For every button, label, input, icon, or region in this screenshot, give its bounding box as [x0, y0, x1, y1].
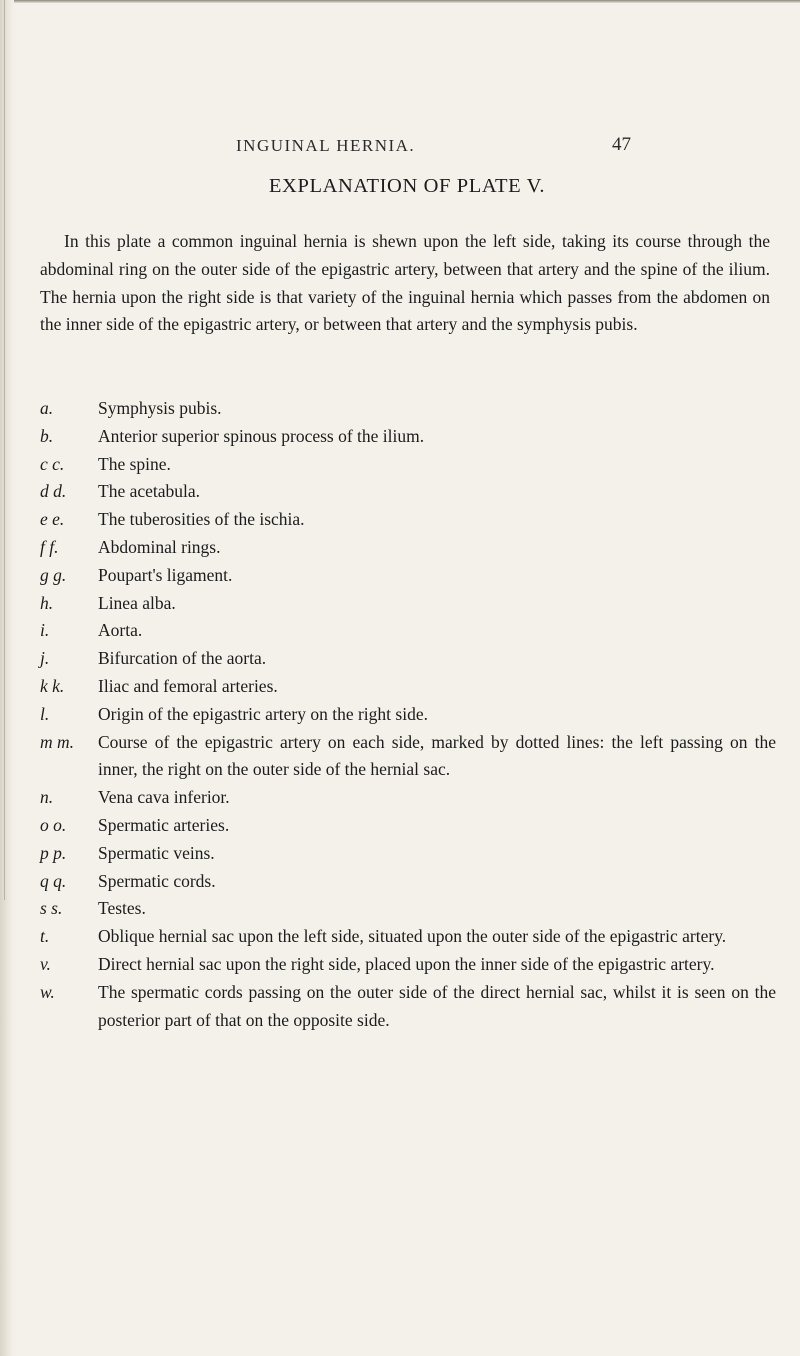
legend-item: [40, 451, 780, 479]
legend-letter: e e.: [40, 509, 65, 530]
legend-description: Spermatic veins.: [98, 842, 215, 863]
legend-item: [40, 701, 780, 729]
legend-item: [40, 784, 780, 812]
legend-description: Linea alba.: [98, 592, 176, 613]
legend-letter: b.: [40, 425, 54, 446]
gutter-line: [4, 0, 5, 900]
legend-description: The tuberosities of the ischia.: [98, 509, 305, 530]
legend-description: The spermatic cords passing on the outer side of the direct hernial sac, whilst it is seen on the posterior part of that on the opposite side.: [98, 981, 776, 1030]
legend-item: [40, 923, 780, 951]
legend-item: [40, 895, 780, 923]
legend-description: Course of the epigastric artery on each side, marked by dotted lines: the left passing on the inner, the right on the outer side of the hernial sac.: [98, 731, 776, 780]
page-title: EXPLANATION OF PLATE V.: [268, 175, 546, 197]
legend-item: [40, 617, 780, 645]
legend-item: [40, 868, 780, 896]
legend-description: Direct hernial sac upon the right side, placed upon the inner side of the epigastric artery.: [98, 953, 715, 974]
legend-item: [40, 979, 780, 1035]
legend-item: [40, 645, 780, 673]
legend-item: [40, 478, 780, 506]
intro-paragraph: In this plate a common inguinal hernia is shewn upon the left side, taking its course through the abdominal ring on the outer side of the epigastric artery, between that artery and the spine of the ilium. The hernia upon the right side is that variety of the inguinal hernia which passes from the abdomen on the inner side of the epigastric artery, or between that artery and the symphysis pubis.: [40, 231, 770, 335]
legend-description: Bifurcation of the aorta.: [98, 648, 267, 669]
legend-description: Oblique hernial sac upon the left side, situated upon the outer side of the epigastric artery.: [98, 926, 727, 947]
page-number: 47: [612, 134, 631, 155]
legend-letter: k k.: [40, 675, 65, 696]
legend-letter: o o.: [40, 814, 67, 835]
page-edge: [0, 0, 14, 1356]
legend-letter: h.: [40, 592, 54, 613]
legend-letter: c c.: [40, 453, 65, 474]
legend-description: Poupart's ligament.: [98, 564, 233, 585]
legend-letter: g g.: [40, 564, 67, 585]
legend-description: Vena cava inferior.: [98, 787, 230, 808]
legend-description: The acetabula.: [98, 481, 201, 502]
legend-item: [40, 590, 780, 618]
legend-letter: i.: [40, 620, 50, 641]
legend-description: Aorta.: [98, 620, 143, 641]
plate-legend: [40, 395, 780, 1034]
legend-item: [40, 840, 780, 868]
legend-letter: d d.: [40, 481, 67, 502]
legend-letter: s s.: [40, 898, 63, 919]
legend-letter: q q.: [40, 870, 67, 891]
legend-letter: t.: [40, 926, 50, 947]
running-head: [0, 136, 800, 162]
legend-description: Origin of the epigastric artery on the right side.: [98, 703, 428, 724]
legend-item: [40, 534, 780, 562]
legend-description: Anterior superior spinous process of the ilium.: [98, 425, 425, 446]
legend-description: Spermatic arteries.: [98, 814, 230, 835]
legend-description: Symphysis pubis.: [98, 398, 222, 418]
legend-description: Iliac and femoral arteries.: [98, 675, 278, 696]
legend-letter: v.: [40, 953, 51, 974]
legend-item: [40, 673, 780, 701]
legend-item: [40, 423, 780, 451]
legend-letter: p p.: [40, 842, 67, 863]
legend-letter: j.: [40, 648, 50, 669]
legend-description: Testes.: [98, 898, 146, 919]
legend-letter: m m.: [40, 731, 75, 752]
legend-letter: w.: [40, 981, 55, 1002]
legend-item: [40, 812, 780, 840]
legend-letter: f f.: [40, 536, 59, 557]
legend-letter: a.: [40, 398, 54, 418]
legend-item: [40, 729, 780, 785]
legend-letter: l.: [40, 703, 50, 724]
legend-description: Abdominal rings.: [98, 536, 221, 557]
legend-item: [40, 951, 780, 979]
legend-letter: n.: [40, 787, 54, 808]
legend-description: The spine.: [98, 453, 171, 474]
running-title: INGUINAL HERNIA.: [236, 136, 416, 155]
legend-item: [40, 395, 780, 423]
legend-description: Spermatic cords.: [98, 870, 216, 891]
legend-item: [40, 506, 780, 534]
top-edge: [14, 0, 800, 3]
legend-item: [40, 562, 780, 590]
